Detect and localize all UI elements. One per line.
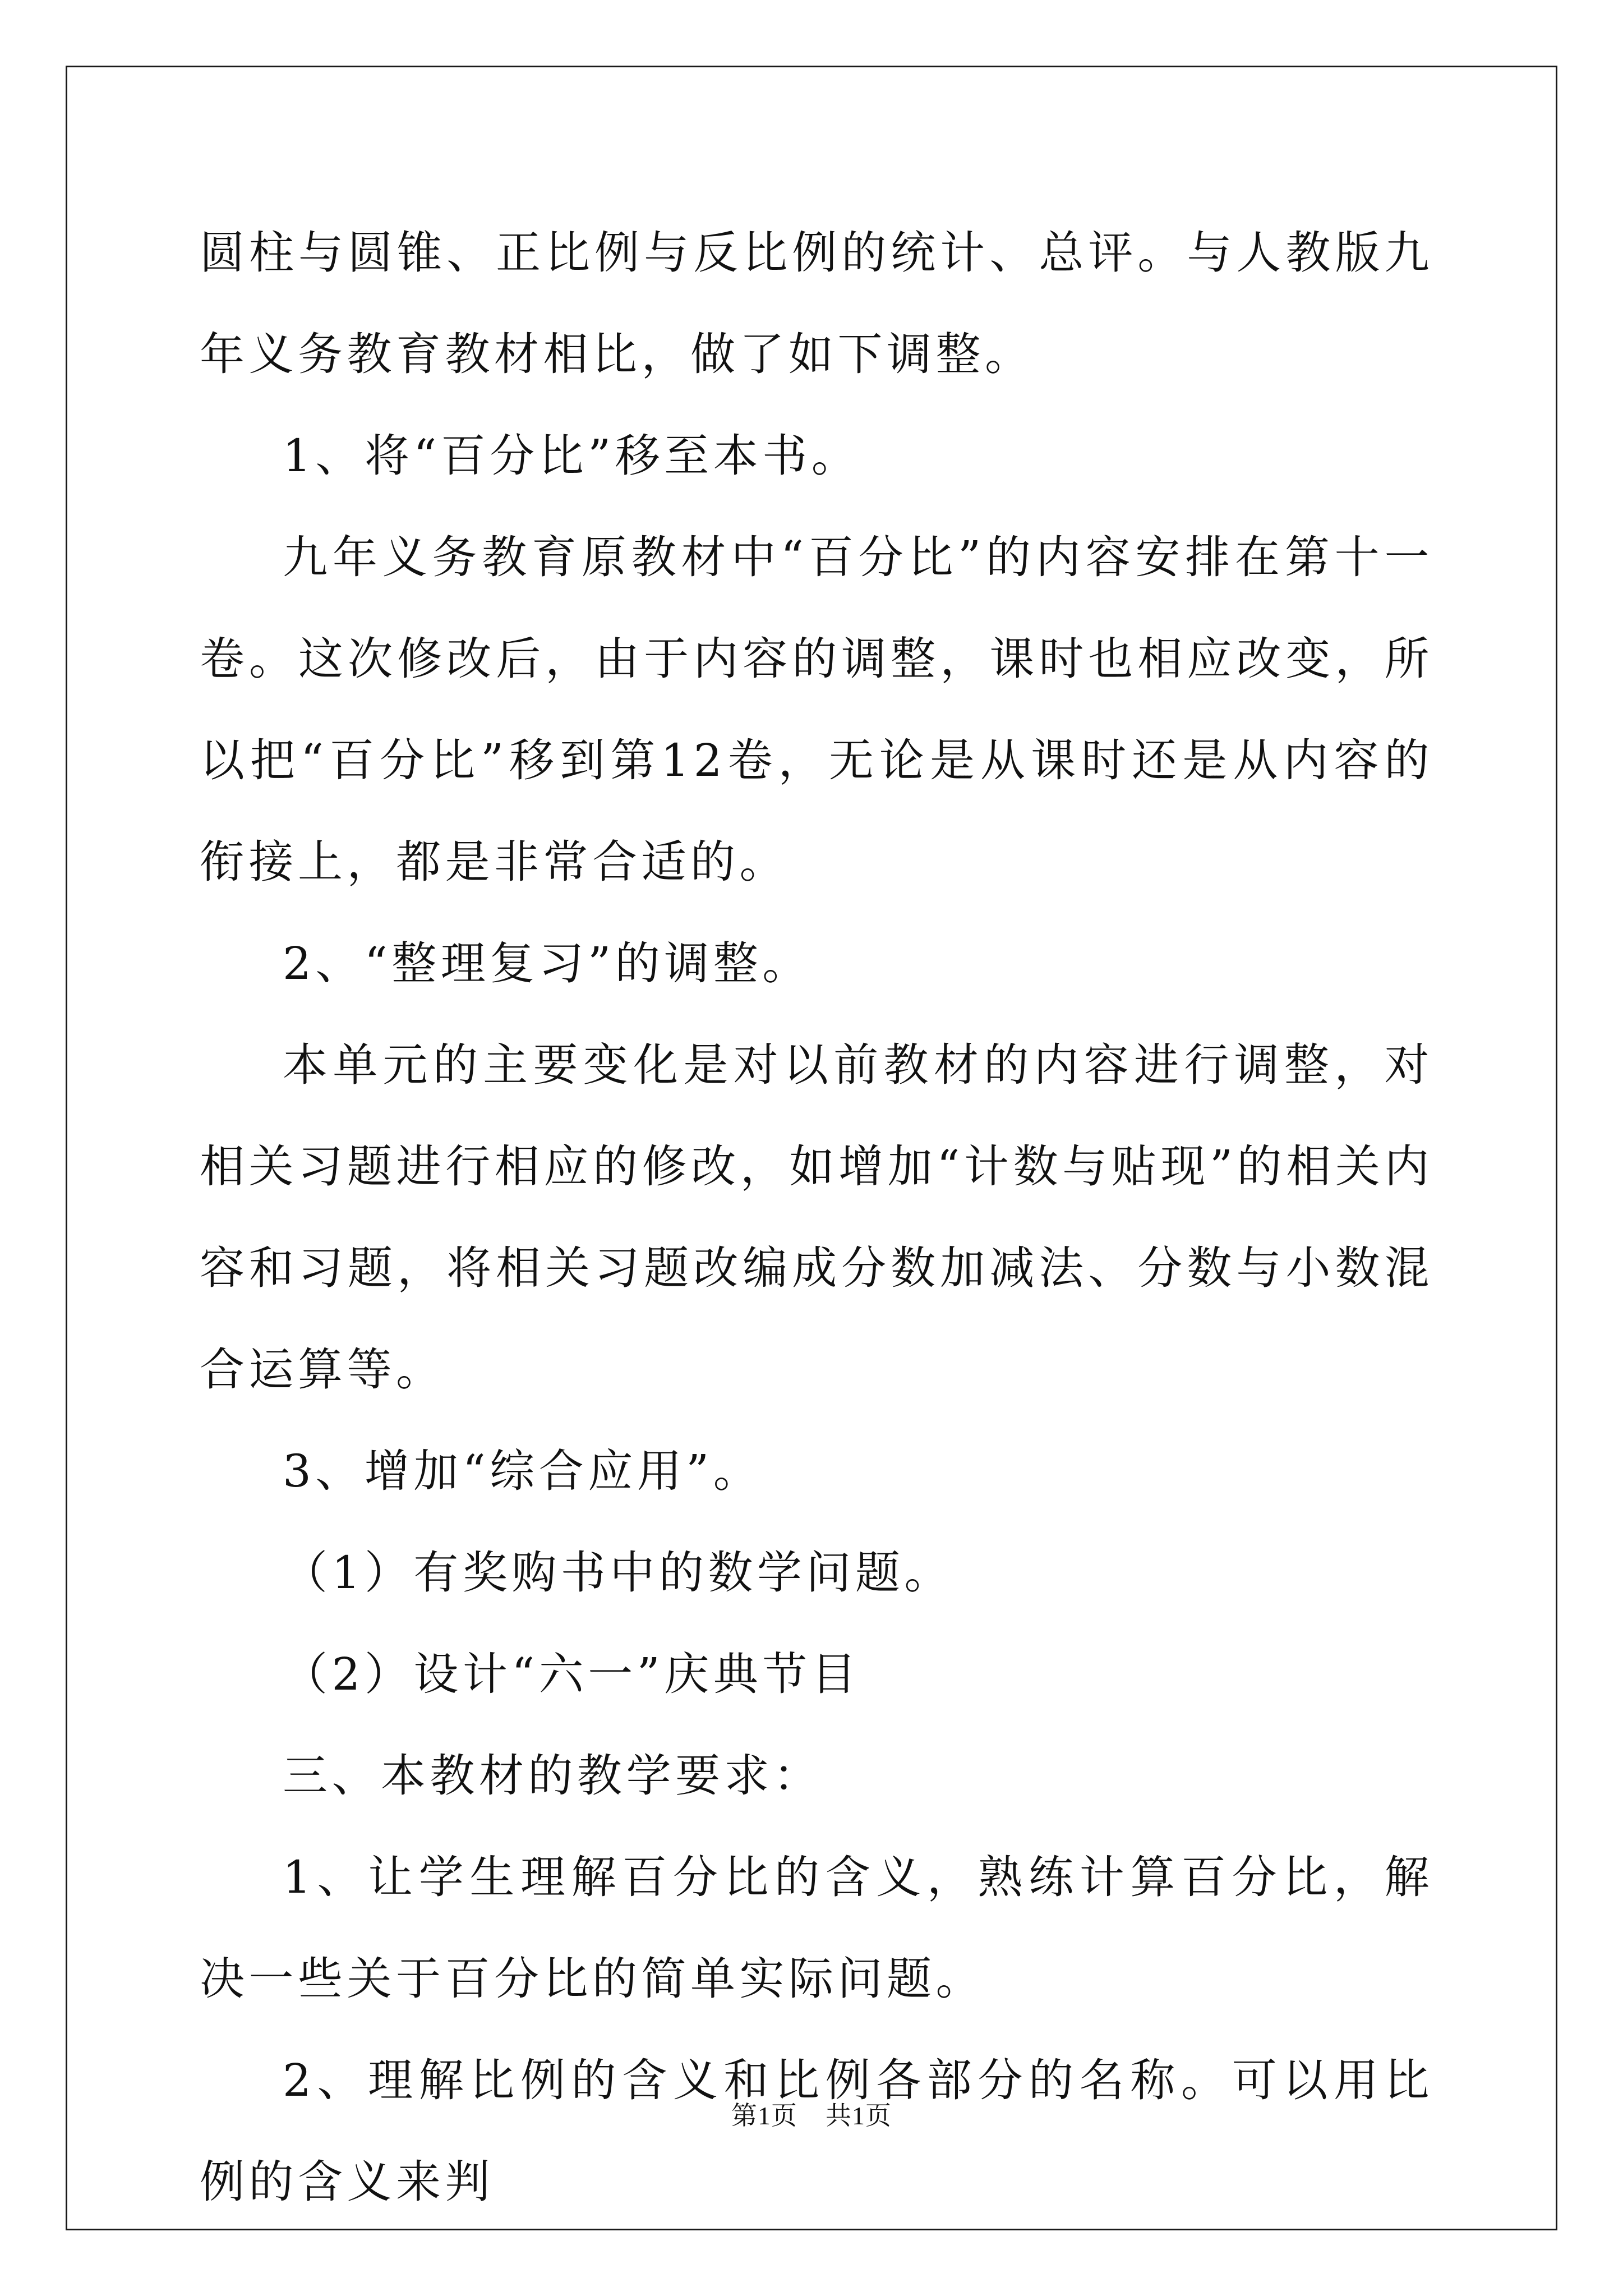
page-footer [0, 2099, 1623, 2133]
paragraph-sub-item-2: （2）设计“六一”庆典节目 [283, 1648, 861, 1700]
paragraph-requirement-2: 2、理解比例的含义和比例各部分的名称。可以用比例的含义来判 [200, 2054, 1433, 2208]
paragraph-item-2-body: 本单元的主要变化是对以前教材的内容进行调整，对相关习题进行相应的修改，如增加“计数与贴现”的相关内容和习题，将相关习题改编成分数加减法、分数与小数混合运算等。 [200, 1039, 1433, 1396]
paragraph-item-2-heading: 2、“整理复习”的调整。 [283, 937, 811, 990]
paragraph-sub-item-1: （1）有奖购书中的数学问题。 [283, 1547, 953, 1599]
document-body [200, 202, 1433, 2233]
section-heading-teaching-requirements: 三、本教材的教学要求： [283, 1750, 823, 1802]
paragraph-item-1-body: 九年义务教育原教材中“百分比”的内容安排在第十一卷。这次修改后，由于内容的调整，课时也相应改变，所以把“百分比”移到第12卷，无论是从课时还是从内容的衔接上，都是非常合适的。 [200, 531, 1433, 888]
page-number: 第1页 [731, 2101, 797, 2130]
paragraph-item-3-heading: 3、增加“综合应用”。 [283, 1445, 763, 1497]
paragraph-item-1-heading: 1、将“百分比”移至本书。 [283, 430, 861, 482]
page-total: 共1页 [826, 2101, 892, 2130]
paragraph-requirement-1: 1、让学生理解百分比的含义，熟练计算百分比，解决一些关于百分比的简单实际问题。 [200, 1851, 1433, 2005]
paragraph-intro: 圆柱与圆锥、正比例与反比例的统计、总评。与人教版九年义务教育教材相比，做了如下调整。 [200, 227, 1433, 380]
